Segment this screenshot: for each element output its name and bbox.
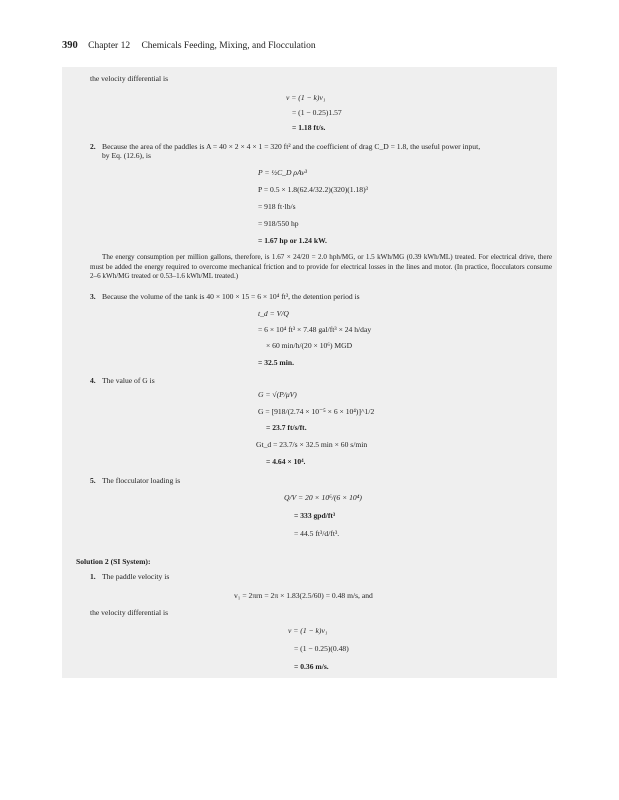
step-text: The paddle velocity is bbox=[102, 572, 170, 581]
step-text: The value of G is bbox=[102, 376, 155, 385]
intro-text: the velocity differential is bbox=[90, 608, 169, 617]
equation-line: = 918 ft·lb/s bbox=[258, 202, 296, 211]
equation-result: = 333 gpd/ft³ bbox=[294, 511, 336, 520]
equation-line: = (1 − 0.25)1.57 bbox=[292, 108, 342, 117]
equation-line: t_d = V/Q bbox=[258, 309, 289, 318]
running-header bbox=[62, 40, 316, 51]
energy-paragraph: The energy consumption per million gallons, therefore, is 1.67 × 24/20 = 2.0 hph/MG, or 1.5 kWh/MG (0.39 kWh/ML) treated. For electrical drive, there must be added the energy required to overcome mechanical friction and to provide for electrical losses in the lines and motor. (In practice, flocculators consume 2–6 kWh/MG treated or 0.53–1.6 kWh/ML treated.) bbox=[90, 253, 552, 281]
page-number: 390 bbox=[62, 40, 78, 51]
step-text: The flocculator loading is bbox=[102, 476, 181, 485]
solution2-heading: Solution 2 (SI System): bbox=[76, 557, 151, 566]
equation-line: = 6 × 10⁴ ft³ × 7.48 gal/ft³ × 24 h/day bbox=[258, 325, 372, 334]
chapter-title: Chemicals Feeding, Mixing, and Flocculation bbox=[141, 41, 316, 51]
example-solution-box bbox=[62, 67, 557, 678]
step-text: Because the area of the paddles is A = 40 × 2 × 4 × 1 = 320 ft² and the coefficient of drag C_D = 1.8, the useful power input, bbox=[102, 142, 481, 151]
equation-result: = 4.64 × 10⁴. bbox=[266, 457, 306, 466]
equation-result: = 23.7 ft/s/ft. bbox=[266, 423, 307, 432]
equation-line: v₁ = 2πrn = 2π × 1.83(2.5/60) = 0.48 m/s, and bbox=[234, 591, 373, 600]
equation-line: × 60 min/h/(20 × 10⁶) MGD bbox=[266, 341, 353, 350]
equation-result: = 0.36 m/s. bbox=[294, 662, 329, 671]
equation-result: = 32.5 min. bbox=[258, 358, 294, 367]
equation-line: = 44.5 ft³/d/ft³. bbox=[294, 529, 340, 538]
step-text: Because the volume of the tank is 40 × 100 × 15 = 6 × 10⁴ ft³, the detention period is bbox=[102, 292, 360, 301]
equation-line: = (1 − 0.25)(0.48) bbox=[294, 644, 349, 653]
equation-result: = 1.67 hp or 1.24 kW. bbox=[258, 236, 327, 245]
equation-line: v = (1 − k)v₁ bbox=[288, 626, 328, 635]
equation-line: P = ½C_D ρAv³ bbox=[258, 168, 307, 177]
equation-line: Gt_d = 23.7/s × 32.5 min × 60 s/min bbox=[256, 440, 368, 449]
equation-line: v = (1 − k)v₁ bbox=[286, 93, 326, 102]
equation-result: = 1.18 ft/s. bbox=[292, 123, 326, 132]
step-number: 2. bbox=[90, 142, 96, 151]
equation-line: = 918/550 hp bbox=[258, 219, 299, 228]
step-number: 1. bbox=[90, 572, 96, 581]
equation-line: P = 0.5 × 1.8(62.4/32.2)(320)(1.18)³ bbox=[258, 185, 368, 194]
step-text: by Eq. (12.6), is bbox=[102, 151, 151, 160]
equation-line: Q/V = 20 × 10⁶/(6 × 10⁴) bbox=[284, 493, 362, 502]
equation-line: G = [918/(2.74 × 10⁻⁵ × 6 × 10⁴)]^1/2 bbox=[258, 407, 375, 416]
intro-text: the velocity differential is bbox=[90, 74, 169, 83]
step-number: 4. bbox=[90, 376, 96, 385]
step-number: 5. bbox=[90, 476, 96, 485]
equation-line: G = √(P/μV) bbox=[258, 390, 297, 399]
chapter-label: Chapter 12 bbox=[88, 41, 131, 51]
step-number: 3. bbox=[90, 292, 96, 301]
